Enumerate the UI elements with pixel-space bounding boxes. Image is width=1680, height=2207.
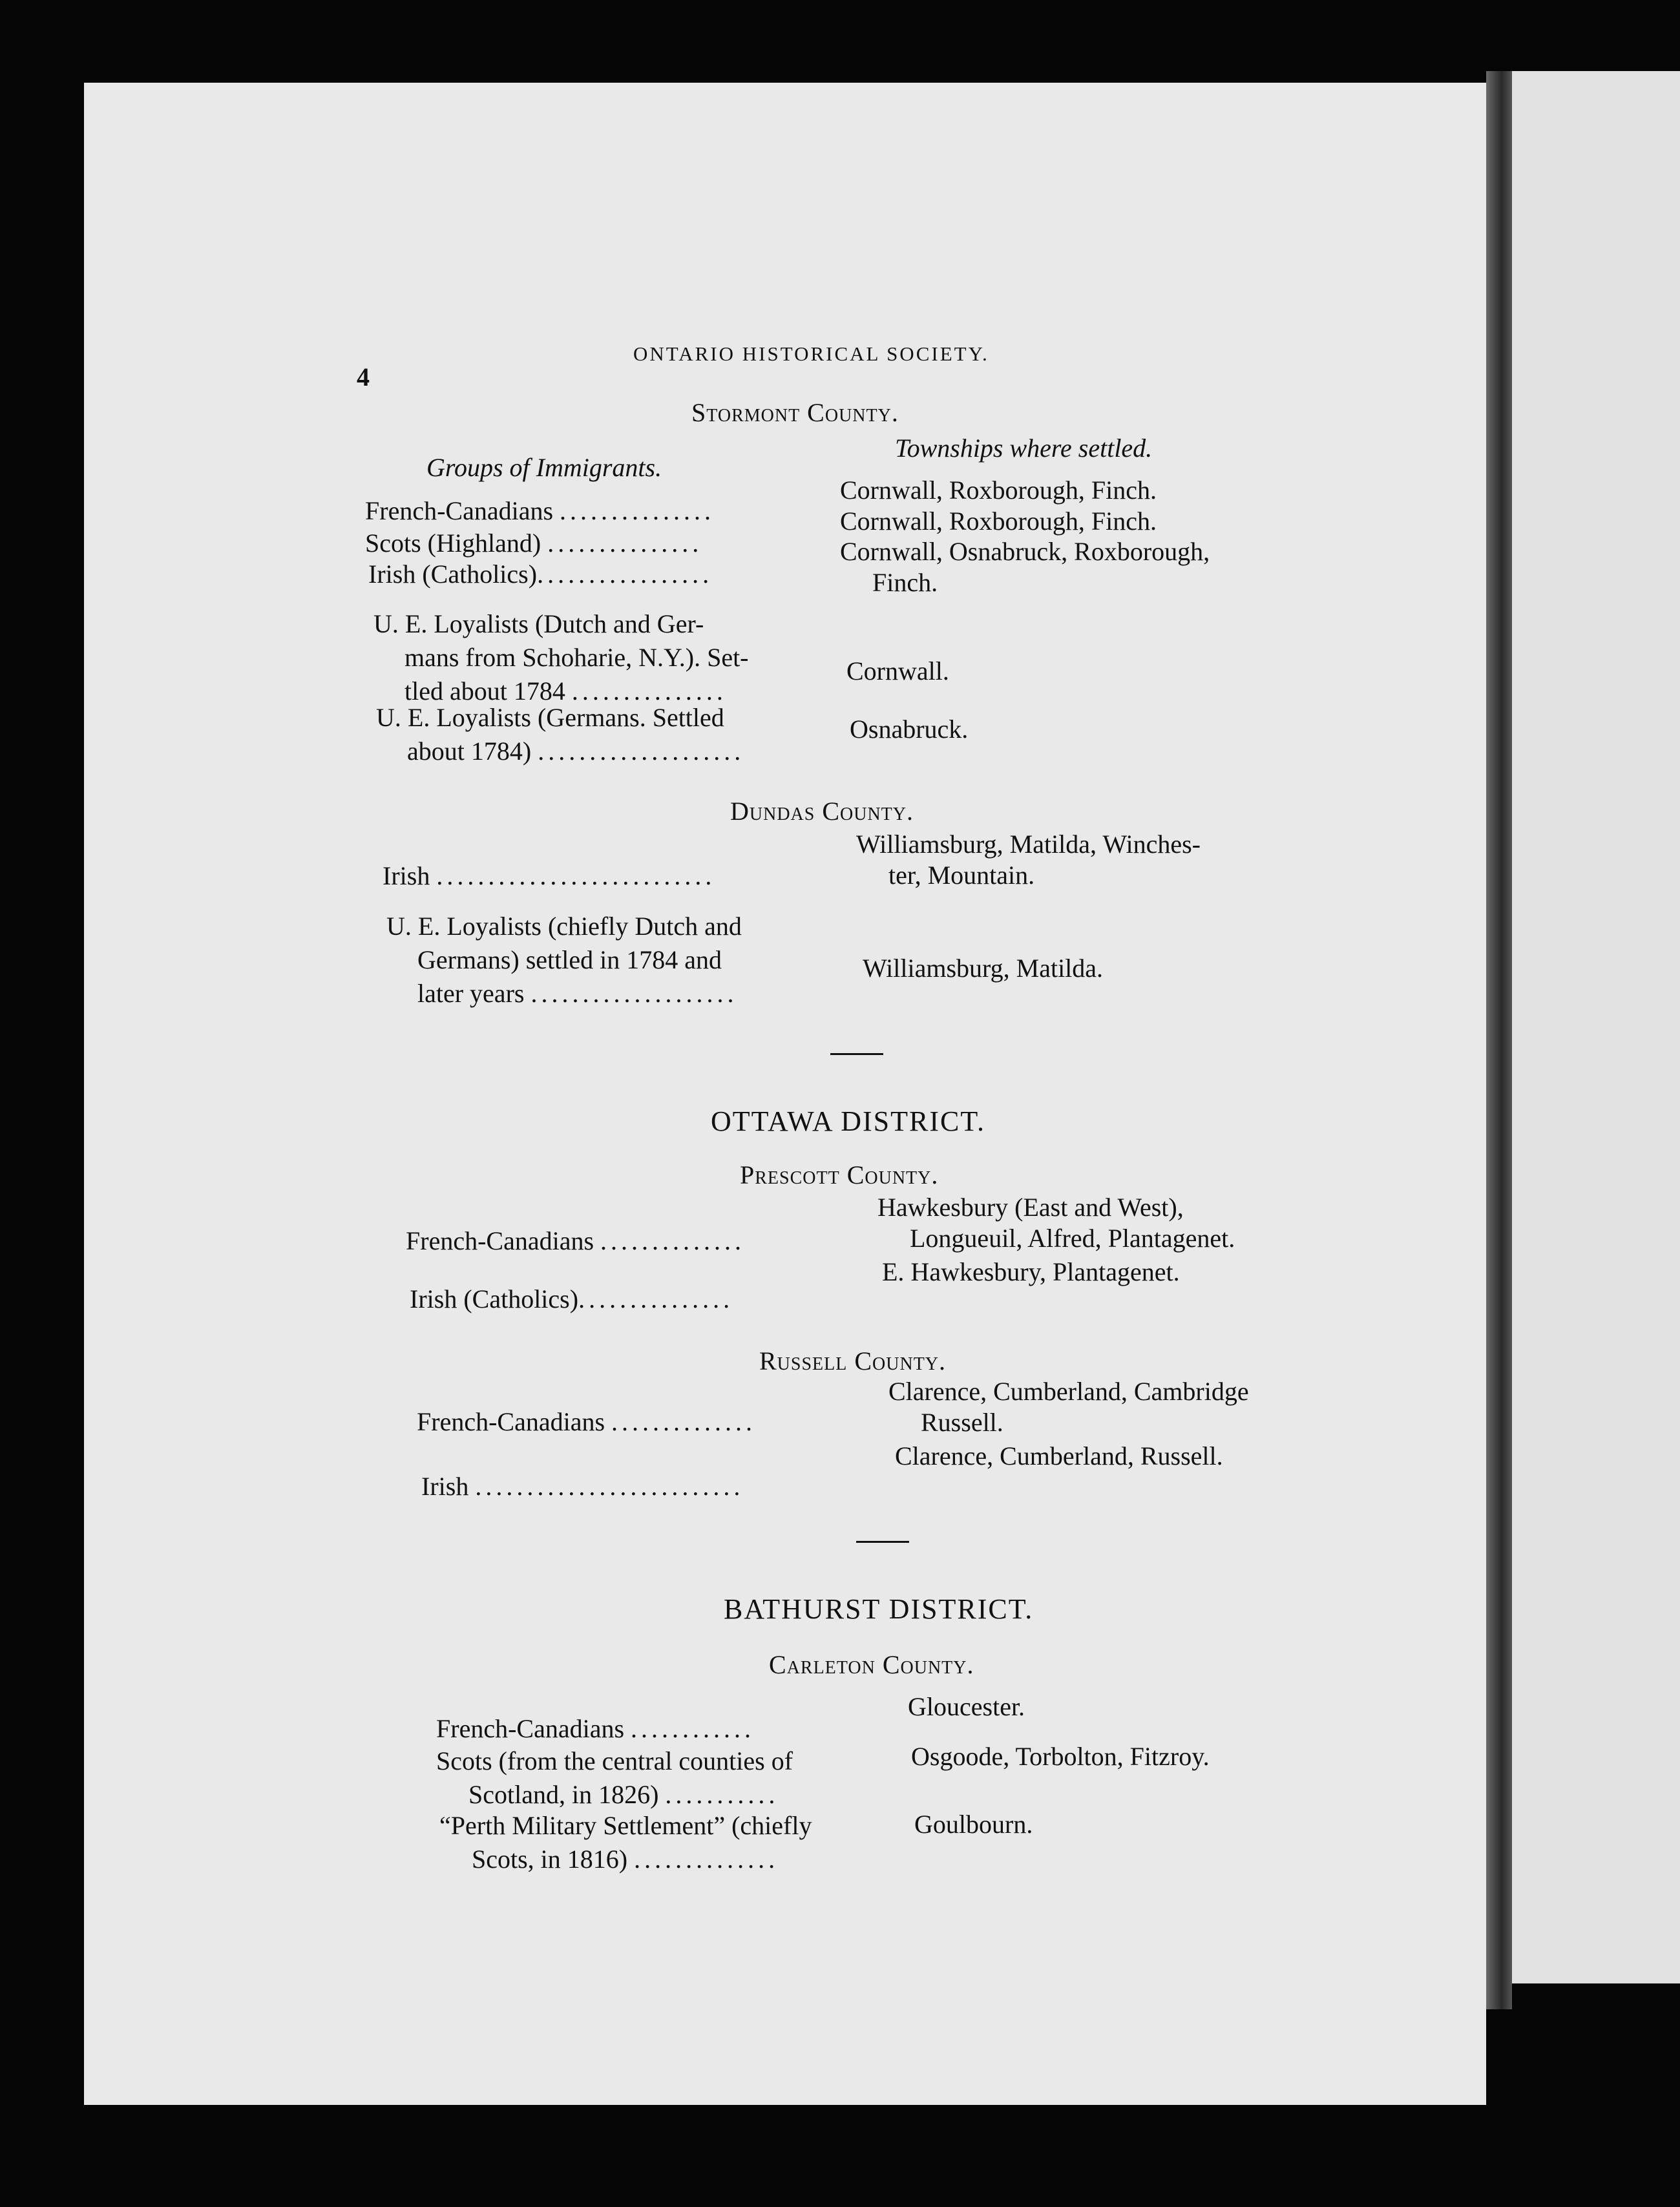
group-label: French-Canadians: [417, 1407, 605, 1436]
russell-row-2-group: [421, 1470, 744, 1503]
running-head: ONTARIO HISTORICAL SOCIETY.: [633, 342, 989, 365]
township-line-cont: Finch.: [872, 568, 938, 597]
leader-dots: ....................: [530, 979, 738, 1008]
bathurst-district-heading: BATHURST DISTRICT.: [724, 1593, 1034, 1625]
group-line: U. E. Loyalists (Dutch and Ger-: [373, 609, 704, 638]
township-line: Williamsburg, Matilda, Winches-: [856, 830, 1201, 859]
leader-dots: ............: [631, 1714, 755, 1743]
prescott-row-2-townships: E. Hawkesbury, Plantagenet.: [882, 1257, 1180, 1286]
leader-dots: ...........................: [436, 861, 716, 890]
ottawa-district-heading: OTTAWA DISTRICT.: [711, 1105, 985, 1137]
leader-dots: ..............: [600, 1226, 746, 1255]
dundas-row-1-group: [383, 859, 715, 893]
leader-dots: ....................: [538, 737, 745, 766]
prescott-row-2-group: [410, 1282, 733, 1316]
leader-dots: .................: [537, 560, 713, 589]
stormont-row-5-townships: Osnabruck.: [850, 715, 969, 744]
carleton-row-1-townships: Gloucester.: [908, 1692, 1025, 1721]
group-line: tled about 1784: [404, 676, 565, 706]
dundas-row-2-townships: Williamsburg, Matilda.: [863, 954, 1104, 983]
group-line: mans from Schoharie, N.Y.). Set-: [404, 643, 749, 672]
township-line-cont: Russell.: [921, 1408, 1003, 1437]
russell-row-2-townships: Clarence, Cumberland, Russell.: [895, 1441, 1223, 1470]
leader-dots: ...............: [547, 528, 703, 558]
carleton-county-heading: Carleton County.: [769, 1650, 974, 1679]
stormont-row-3-group: [368, 558, 713, 591]
group-line: later years: [417, 979, 525, 1008]
stormont-row-2-group: [365, 527, 702, 560]
stormont-row-4-townships: Cornwall.: [846, 656, 949, 685]
township-line: Hawkesbury (East and West),: [877, 1193, 1184, 1222]
leader-dots: ..............: [611, 1407, 757, 1436]
column-header-townships: Townships where settled.: [895, 434, 1153, 463]
carleton-row-2-townships: Osgoode, Torbolton, Fitzroy.: [911, 1742, 1210, 1771]
leader-dots: ...............: [578, 1284, 734, 1313]
leader-dots: ...........: [665, 1780, 779, 1809]
group-label: Scots (Highland): [365, 528, 541, 558]
russell-row-1-townships: [888, 1376, 1249, 1438]
russell-county-heading: Russell County.: [759, 1346, 947, 1375]
group-line: U. E. Loyalists (chiefly Dutch and: [386, 912, 742, 941]
prescott-row-1-group: [406, 1224, 745, 1258]
dundas-county-heading: Dundas County.: [730, 797, 914, 826]
group-line: Scots (from the central counties of: [436, 1746, 793, 1775]
leader-dots: ...............: [571, 676, 727, 706]
dundas-row-2-group: [386, 910, 742, 1010]
leader-dots: ..........................: [475, 1472, 744, 1501]
stormont-row-5-group: [376, 701, 744, 768]
group-label: Irish: [383, 861, 430, 890]
section-divider: [830, 1053, 883, 1055]
group-label: French-Canadians: [365, 496, 554, 525]
column-header-groups: Groups of Immigrants.: [426, 453, 662, 482]
leader-dots: ..............: [634, 1845, 779, 1874]
group-line: about 1784): [407, 737, 532, 766]
carleton-row-2-group: [436, 1744, 793, 1812]
carleton-row-3-townships: Goulbourn.: [914, 1810, 1033, 1839]
township-line-cont: Longueuil, Alfred, Plantagenet.: [910, 1224, 1235, 1253]
group-line: U. E. Loyalists (Germans. Settled: [376, 703, 724, 732]
carleton-row-3-group: [439, 1809, 812, 1876]
page-number: 4: [357, 362, 370, 392]
group-line: Germans) settled in 1784 and: [417, 945, 722, 974]
township-line: Clarence, Cumberland, Cambridge: [888, 1377, 1249, 1406]
township-line-cont: ter, Mountain.: [888, 861, 1035, 890]
stormont-row-1-townships: Cornwall, Roxborough, Finch.: [840, 476, 1157, 505]
group-label: Irish: [421, 1472, 469, 1501]
leader-dots: ...............: [560, 496, 715, 525]
section-divider: [856, 1541, 909, 1543]
stormont-row-2-townships: Cornwall, Roxborough, Finch.: [840, 507, 1157, 536]
group-label: Irish (Catholics): [410, 1284, 579, 1313]
dundas-row-1-townships: [856, 829, 1201, 891]
carleton-row-1-group: [436, 1712, 755, 1746]
group-line: Scots, in 1816): [472, 1845, 628, 1874]
prescott-county-heading: Prescott County.: [740, 1160, 939, 1189]
group-label: French-Canadians: [436, 1714, 625, 1743]
prescott-row-1-townships: [877, 1192, 1235, 1254]
stormont-county-heading: Stormont County.: [691, 398, 899, 427]
group-line: Scotland, in 1826): [468, 1780, 659, 1809]
stormont-row-1-group: [365, 494, 715, 528]
group-label: Irish (Catholics): [368, 560, 538, 589]
group-label: French-Canadians: [406, 1226, 594, 1255]
group-line: “Perth Military Settlement” (chiefly: [439, 1811, 812, 1840]
russell-row-1-group: [417, 1405, 756, 1439]
stormont-row-4-group: [373, 607, 749, 708]
township-line: Cornwall, Osnabruck, Roxborough,: [840, 537, 1210, 566]
stormont-row-3-townships: [840, 536, 1210, 598]
